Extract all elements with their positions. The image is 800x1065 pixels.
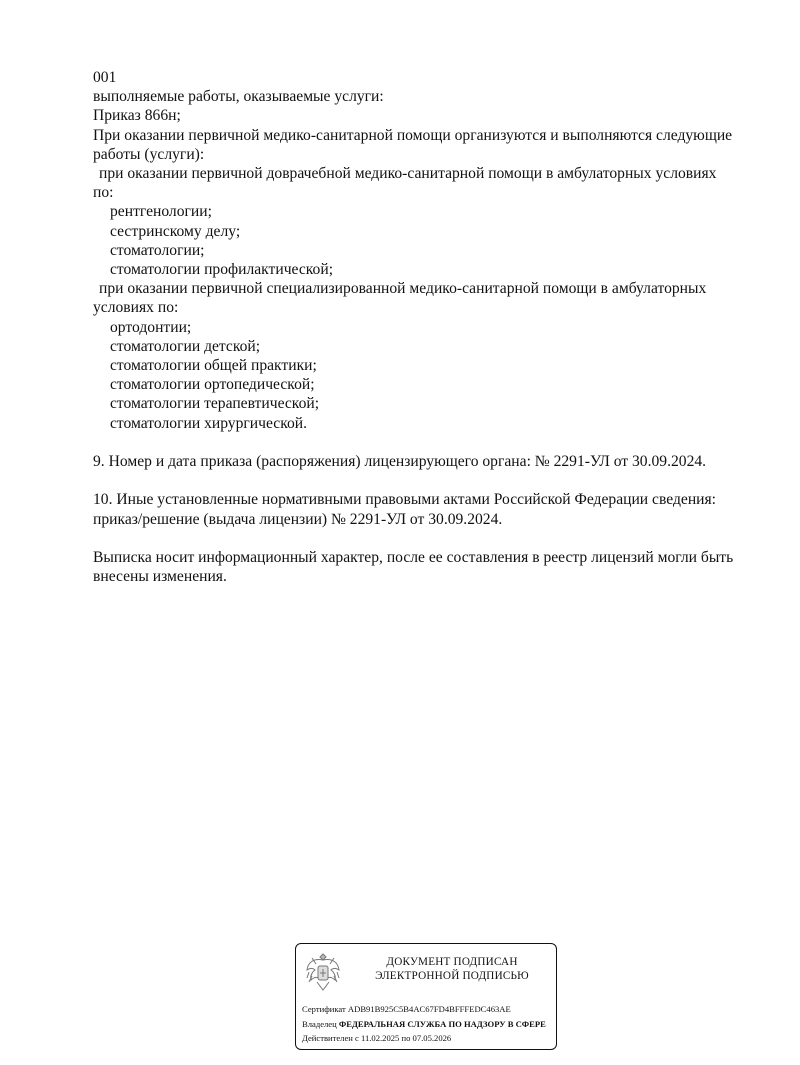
list-item: стоматологии; <box>110 241 205 259</box>
spacer <box>93 471 773 490</box>
section-heading-prevrach-cont: по: <box>93 184 114 202</box>
section-heading-prevrach: при оказании первичной доврачебной медико-санитарной помощи в амбулаторных условиях <box>99 165 717 183</box>
owner-label: Владелец <box>302 1018 337 1029</box>
doc-line: работы (услуги): <box>93 145 205 163</box>
doc-line: При оказании первичной медико-санитарной помощи организуются и выполняются следующие <box>93 126 733 144</box>
disclaimer-note: Выписка носит информационный характер, после ее составления в реестр лицензий могли быть <box>93 549 734 567</box>
item-10-other-info: 10. Иные установленные нормативными правовыми актами Российской Федерации сведения: <box>93 491 717 509</box>
doc-line: выполняемые работы, оказываемые услуги: <box>93 88 384 106</box>
list-item: рентгенологии; <box>110 203 212 221</box>
certificate-row <box>302 1002 557 1017</box>
document-body <box>93 68 773 586</box>
stamp-title <box>352 956 552 983</box>
stamp-title-line1: ДОКУМЕНТ ПОДПИСАН <box>386 956 518 968</box>
electronic-signature-stamp <box>295 943 557 1050</box>
list-item: стоматологии профилактической; <box>110 261 334 279</box>
validity-row: Действителен с 11.02.2025 по 07.05.2026 <box>302 1033 452 1043</box>
stamp-title-line2: ЭЛЕКТРОННОЙ ПОДПИСЬЮ <box>375 969 529 982</box>
section-heading-special: при оказании первичной специализированной медико-санитарной помощи в амбулаторных <box>99 280 707 298</box>
russian-coat-of-arms-icon <box>304 950 342 994</box>
list-item: ортодонтии; <box>110 318 192 336</box>
section-heading-special-cont: условиях по: <box>93 299 179 317</box>
owner-row <box>302 1017 557 1032</box>
doc-line: Приказ 866н; <box>93 107 181 125</box>
list-item: стоматологии ортопедической; <box>110 376 315 394</box>
list-item: стоматологии хирургической. <box>110 414 308 432</box>
disclaimer-note-cont: внесены изменения. <box>93 568 227 586</box>
owner-value: ФЕДЕРАЛЬНАЯ СЛУЖБА ПО НАДЗОРУ В СФЕРЕ <box>338 1018 546 1029</box>
item-10-other-info-cont: приказ/решение (выдача лицензии) № 2291-УЛ от 30.09.2024. <box>93 510 503 528</box>
doc-line: 001 <box>93 69 117 86</box>
certificate-label: Сертификат <box>302 1004 346 1014</box>
list-item: сестринскому делу; <box>110 222 241 240</box>
spacer <box>93 529 773 548</box>
stamp-info <box>302 1002 557 1046</box>
item-9-order-number: 9. Номер и дата приказа (распоряжения) лицензирующего органа: № 2291-УЛ от 30.09.2024. <box>93 453 707 471</box>
list-item: стоматологии терапевтической; <box>110 395 320 413</box>
list-item: стоматологии общей практики; <box>110 357 317 375</box>
certificate-value: ADB91B925C5B4AC67FD4BFFFEDC463AE <box>347 1004 511 1014</box>
spacer <box>93 433 773 452</box>
list-item: стоматологии детской; <box>110 337 261 355</box>
